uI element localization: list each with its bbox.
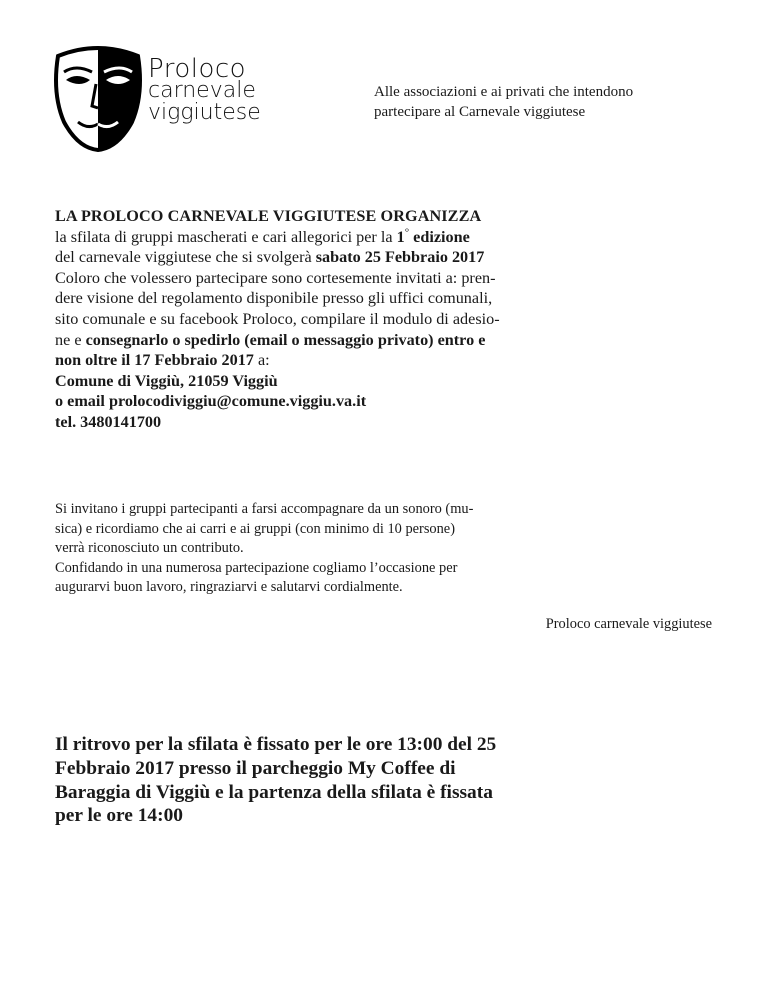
announcement-line-6: sito comunale e su facebook Proloco, compilare il modulo di adesio- xyxy=(55,309,500,328)
invitation-line-2: sica) e ricordiamo che ai carri e ai gruppi (con minimo di 10 persone) xyxy=(55,520,455,537)
submission-instruction: consegnarlo o spedirlo (email o messaggio privato) entro e xyxy=(85,330,486,349)
invitation-line-1: Si invitano i gruppi partecipanti a farsi accompagnare da un sonoro (mu- xyxy=(55,501,474,517)
announcement-line-3 xyxy=(55,247,615,268)
text: la sfilata di gruppi mascherati e cari allegorici per la xyxy=(55,227,397,246)
text: ne e xyxy=(55,330,86,349)
phone xyxy=(55,412,615,433)
address xyxy=(55,371,615,392)
logo-line-carnevale: carnevale xyxy=(148,78,256,103)
announcement-line-4: Coloro che volessero partecipare sono cortesemente invitati a: pren- xyxy=(55,268,496,287)
degree-sign: ° xyxy=(404,226,410,239)
announcement-line-8 xyxy=(55,350,615,371)
invitation-line-3: verrà riconosciuto un contributo. xyxy=(55,540,244,557)
invitation-line-5: augurarvi buon lavoro, ringraziarvi e salutarvi cordialmente. xyxy=(55,579,403,596)
invitation-line-4: Confidando in una numerosa partecipazione cogliamo l’occasione per xyxy=(55,559,458,576)
address-text: Comune di Viggiù, 21059 Viggiù xyxy=(55,371,278,390)
announcement-block xyxy=(55,206,615,433)
meeting-line-4: per le ore 14:00 xyxy=(55,805,183,827)
email-text: o email prolocodiviggiu@comune.viggiu.va.it xyxy=(55,392,367,411)
meeting-line-2: Febbraio 2017 presso il parcheggio My Coffee di xyxy=(55,757,456,779)
announcement-line-7 xyxy=(55,330,615,351)
invitation-block xyxy=(55,500,615,598)
event-date: sabato 25 Febbraio 2017 xyxy=(315,248,485,267)
theatre-mask-icon xyxy=(52,44,144,152)
meeting-line-3: Baraggia di Viggiù e la partenza della sfilata è fissata xyxy=(55,781,493,803)
email xyxy=(55,391,615,412)
text: del carnevale viggiutese che si svolgerà xyxy=(55,248,316,267)
logo-text xyxy=(148,54,261,125)
recipient-block xyxy=(374,82,734,122)
signature: Proloco carnevale viggiutese xyxy=(545,616,712,632)
text: a: xyxy=(253,351,270,370)
edition-word: edizione xyxy=(409,227,470,246)
logo-line-viggiutese: viggiutese xyxy=(148,100,261,125)
deadline: non oltre il 17 Febbraio 2017 xyxy=(55,351,254,370)
meeting-block xyxy=(55,733,575,828)
meeting-line-1: Il ritrovo per la sfilata è fissato per le ore 13:00 del 25 xyxy=(55,734,497,755)
recipient-line-2: partecipare al Carnevale viggiutese xyxy=(374,104,586,120)
announcement-title: LA PROLOCO CARNEVALE VIGGIUTESE ORGANIZZA xyxy=(55,207,482,225)
proloco-logo xyxy=(52,44,272,154)
recipient-line-1: Alle associazioni e ai privati che intendono xyxy=(374,84,634,100)
announcement-line-5: dere visione del regolamento disponibile presso gli uffici comunali, xyxy=(55,289,493,308)
announcement-line-2 xyxy=(55,227,615,248)
phone-text: tel. 3480141700 xyxy=(55,412,162,431)
edition-number: 1 xyxy=(396,227,405,246)
logo-line-proloco: Proloco xyxy=(148,54,247,84)
